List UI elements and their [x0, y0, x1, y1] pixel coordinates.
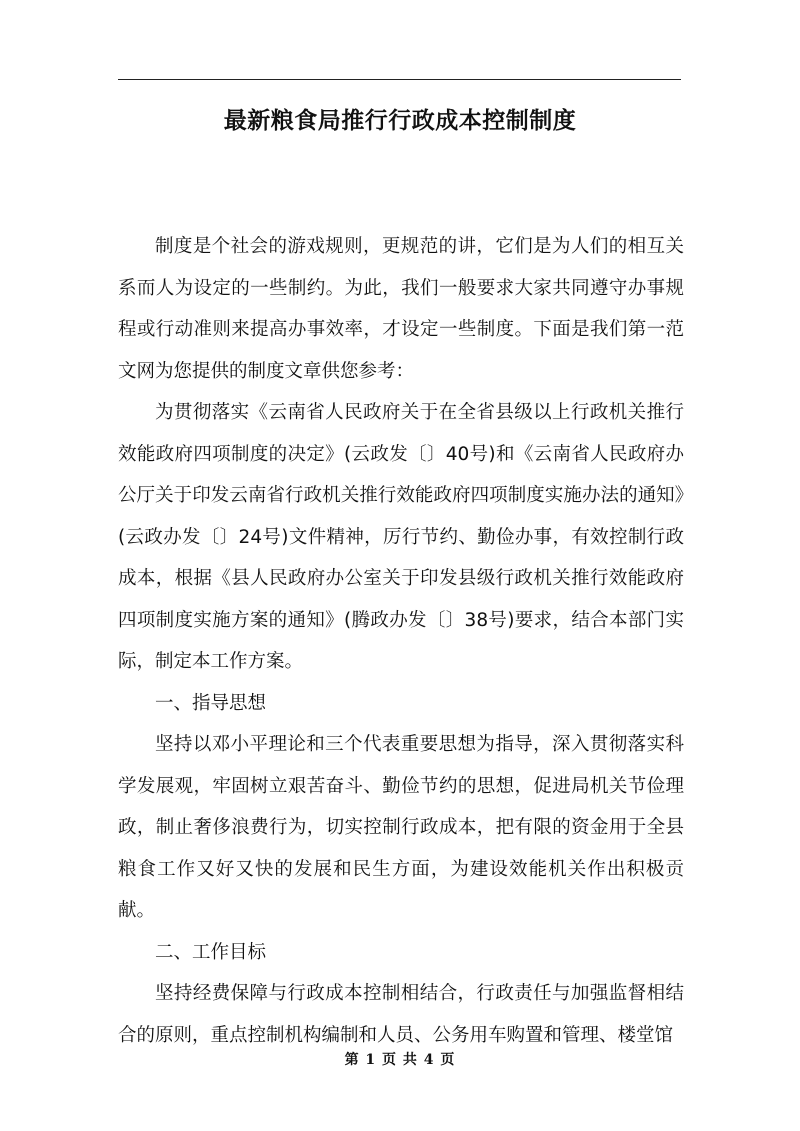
paragraph-purpose: 为贯彻落实《云南省人民政府关于在全省县级以上行政机关推行效能政府四项制度的决定》(云政发〔〕40号)和《云南省人民政府办公厅关于印发云南省行政机关推行效能政府四项制度实施办法的通知》(云政办发〔〕24号)文件精神，厉行节约、勤俭办事，有效控制行政成本，根据《县人民政府办公室关于印发县级行政机关推行效能政府四项制度实施方案的通知》(腾政办发〔〕38号)要求，结合本部门实际，制定本工作方案。: [118, 402, 684, 672]
paragraph-guiding-ideology: 坚持以邓小平理论和三个代表重要思想为指导，深入贯彻落实科学发展观，牢固树立艰苦奋斗、勤俭节约的思想，促进局机关节俭理政，制止奢侈浪费行为，切实控制行政成本，把有限的资金用于全县粮食工作又好又快的发展和民生方面，为建设效能机关作出积极贡献。: [118, 734, 684, 921]
document-body: [118, 226, 684, 1056]
header-rule: [118, 79, 681, 80]
paragraph-intro: 制度是个社会的游戏规则，更规范的讲，它们是为人们的相互关系而人为设定的一些制约。为此，我们一般要求大家共同遵守办事规程或行动准则来提高办事效率，才设定一些制度。下面是我们第一范文网为您提供的制度文章供您参考：: [118, 236, 684, 382]
section-heading-work-goals: 二、工作目标: [155, 941, 267, 963]
paragraph-work-goals: 坚持经费保障与行政成本控制相结合，行政责任与加强监督相结合的原则，重点控制机构编制和人员、公务用车购置和管理、楼堂馆: [118, 983, 684, 1046]
section-heading-guiding-ideology: 一、指导思想: [155, 692, 267, 714]
page-number-footer: 第 1 页 共 4 页: [344, 1052, 456, 1068]
document-title: 最新粮食局推行行政成本控制制度: [223, 108, 577, 134]
